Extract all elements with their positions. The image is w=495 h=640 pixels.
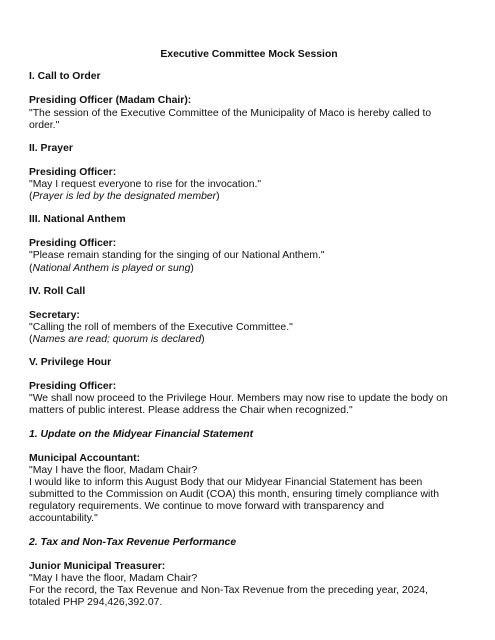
speaker-label: Presiding Officer:	[29, 238, 117, 249]
note-paren-close: )	[201, 334, 205, 345]
speaker-label: Secretary:	[29, 310, 80, 321]
speech-line: regulatory requirements. We continue to move forward with transparency and	[29, 501, 384, 512]
speech-line: submitted to the Commission on Audit (COA) this month, ensuring timely compliance with	[29, 489, 440, 500]
speech-line: totaled PHP 294,426,392.07.	[29, 597, 163, 608]
speaker-label: Presiding Officer:	[29, 381, 117, 392]
speaker-label: Presiding Officer (Madam Chair):	[29, 95, 192, 106]
document-title: Executive Committee Mock Session	[160, 49, 338, 60]
note-paren-close: )	[190, 263, 194, 274]
speech-line: "Please remain standing for the singing of our National Anthem."	[29, 250, 325, 261]
speech-line: "May I request everyone to rise for the invocation."	[29, 179, 262, 190]
note-paren-close: )	[216, 191, 220, 202]
section-heading-call-to-order: I. Call to Order	[29, 71, 101, 82]
note-text: Prayer is led by the designated member	[32, 191, 217, 202]
section-heading-roll-call: IV. Roll Call	[29, 286, 86, 297]
note-paren-open: (	[29, 263, 33, 274]
speech-line: "Calling the roll of members of the Executive Committee."	[29, 322, 293, 333]
section-heading-privilege-hour: V. Privilege Hour	[29, 357, 112, 368]
subsection-heading-midyear-financial-statement: 1. Update on the Midyear Financial Statement	[29, 429, 254, 440]
section-heading-national-anthem: III. National Anthem	[29, 214, 126, 225]
stage-note	[29, 334, 205, 347]
speaker-label: Municipal Accountant:	[29, 453, 141, 464]
speech-line: For the record, the Tax Revenue and Non-Tax Revenue from the preceding year, 2024,	[29, 585, 428, 596]
speech-line: I would like to inform this August Body that our Midyear Financial Statement has been	[29, 477, 423, 488]
subsection-heading-revenue-performance: 2. Tax and Non-Tax Revenue Performance	[29, 537, 237, 548]
speech-line: matters of public interest. Please address the Chair when recognized."	[29, 405, 353, 416]
stage-note	[29, 263, 194, 276]
speech-line: "May I have the floor, Madam Chair?	[29, 573, 198, 584]
note-text: National Anthem is played or sung	[32, 263, 191, 274]
speech-line: "May I have the floor, Madam Chair?	[29, 465, 198, 476]
note-paren-open: (	[29, 334, 33, 345]
speech-line: "We shall now proceed to the Privilege Hour. Members may now rise to update the body on	[29, 393, 448, 404]
speaker-label: Junior Municipal Treasurer:	[29, 561, 166, 572]
speech-line: order."	[29, 120, 60, 131]
speech-line: accountability."	[29, 513, 98, 524]
section-heading-prayer: II. Prayer	[29, 143, 73, 154]
stage-note	[29, 191, 220, 204]
note-text: Names are read; quorum is declared	[32, 334, 202, 345]
speech-line: "The session of the Executive Committee of the Municipality of Maco is hereby called to	[29, 108, 432, 119]
speaker-label: Presiding Officer:	[29, 167, 117, 178]
note-paren-open: (	[29, 191, 33, 202]
